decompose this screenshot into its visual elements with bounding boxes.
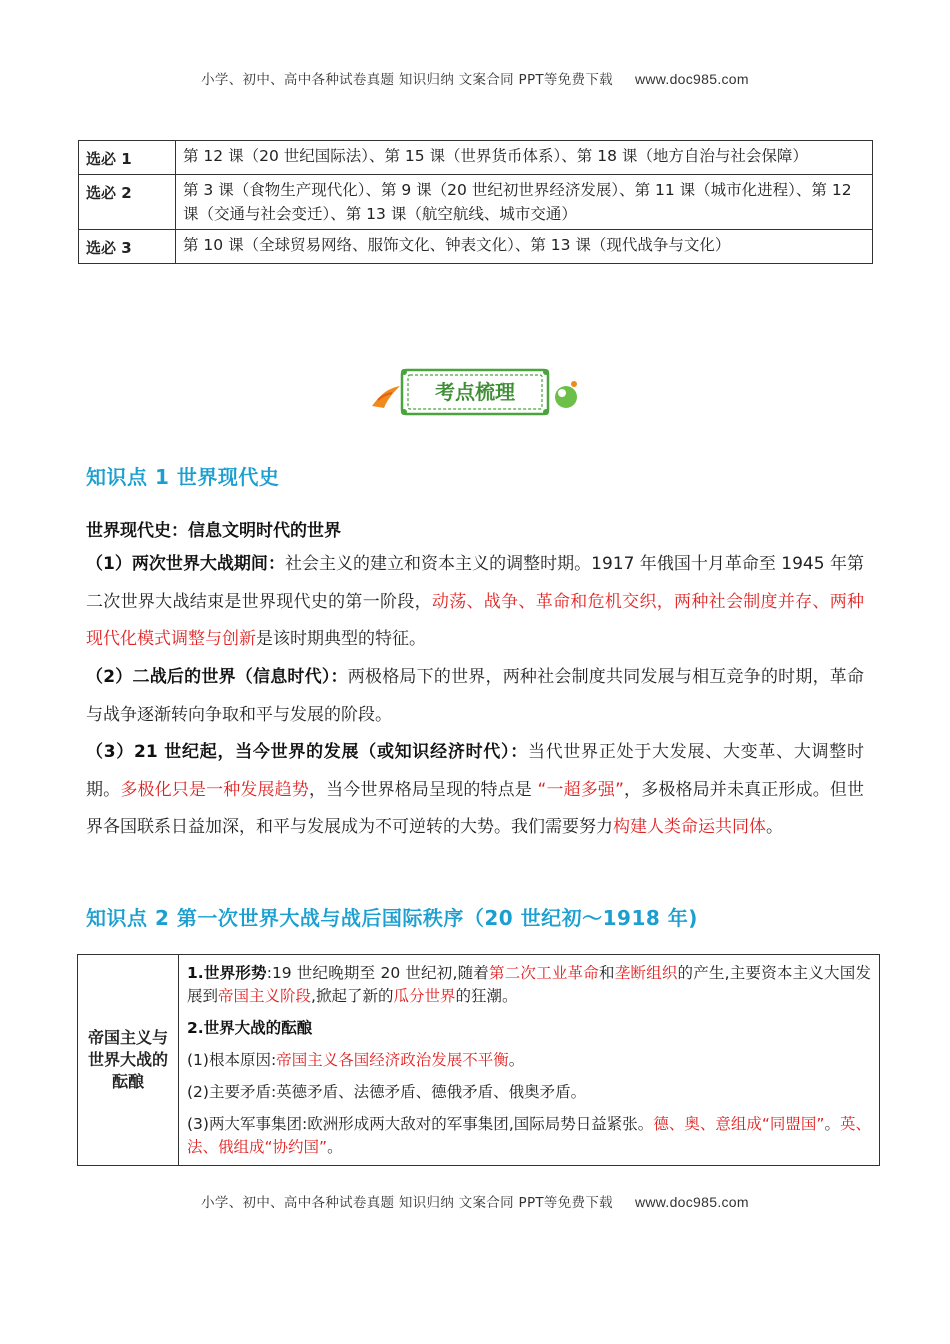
para-text: 是该时期典型的特征。 (256, 629, 426, 649)
line-text: 的狂潮。 (455, 987, 518, 1005)
row-content: 第 3 课（食物生产现代化）、第 9 课（20 世纪初世界经济发展）、第 11 课（城市化进程）、第 12 课（交通与社会变迁）、第 13 课（航空航线、城市交通） (176, 175, 873, 230)
row-content: 第 12 课（20 世纪国际法）、第 15 课（世界货币体系）、第 18 课（地方自治与社会保障） (176, 141, 873, 175)
para-text: ，多极格局并未真正形成。但世界各国联系日益加深，和平与发展成为不可逆转的大势。我们需要努力 (86, 779, 865, 837)
para-highlight: 多极化只是一种发展趋势 (120, 779, 309, 800)
knowledge-table (77, 954, 880, 1166)
para-text: ，当今世界格局呈现的特点是 (308, 779, 538, 800)
row-label: 选必 2 (79, 175, 176, 230)
paragraph-1 (86, 546, 864, 659)
footer-text: 小学、初中、高中各种试卷真题 知识归纳 文案合同 PPT等免费下载 (201, 1195, 613, 1211)
page-header (0, 68, 950, 88)
para-text: 当代世界正处于大发展、大变革、大调整时期。 (86, 742, 864, 800)
table-line: (2)主要矛盾:英德矛盾、法德矛盾、德俄矛盾、俄奥矛盾。 (187, 1083, 587, 1101)
table-line: 2.世界大战的酝酿 (187, 1019, 313, 1037)
kp2-title: 知识点 2 第一次世界大战与战后国际秩序（20 世纪初～1918 年) (86, 906, 698, 930)
table-row (79, 175, 873, 230)
leaf-icon (372, 386, 400, 408)
line-highlight: 帝国主义阶段 (218, 987, 312, 1005)
line-text: 的产生,主要资本主义大国发展到 (187, 964, 871, 1005)
line-text: 和 (598, 964, 615, 982)
row-label: 帝国主义与世界大战的酝酿 (78, 955, 179, 1166)
row-content (179, 955, 880, 1166)
kp1-title: 知识点 1 世界现代史 (86, 465, 280, 489)
line-highlight: 垄断组织 (614, 964, 678, 982)
section-banner (368, 362, 583, 422)
line-text: (1)根本原因: (187, 1051, 277, 1069)
line-lead: 1.世界形势 (187, 964, 267, 982)
paragraph-2 (86, 659, 864, 734)
kp1-subtitle: 世界现代史：信息文明时代的世界 (86, 521, 341, 541)
para-highlight: “一超多强” (537, 779, 624, 800)
table-line (187, 1113, 871, 1159)
footer-url[interactable]: www.doc985.com (634, 1194, 749, 1210)
line-text: 。 (824, 1115, 840, 1133)
table-line (187, 1049, 871, 1072)
para-lead: （1）两次世界大战期间： (86, 554, 285, 574)
table-row (78, 955, 880, 1166)
para-highlight: 动荡、战争、革命和危机交织，两种社会制度并存、两种现代化模式调整与创新 (86, 591, 865, 649)
line-highlight: 第二次工业革命 (489, 964, 599, 982)
line-text: ,掀起了新的 (311, 987, 394, 1005)
header-url[interactable]: www.doc985.com (634, 71, 749, 87)
para-highlight: 构建人类命运共同体 (613, 817, 766, 837)
line-text: (3)两大军事集团:欧洲形成两大敌对的军事集团,国际局势日益紧张。 (187, 1115, 654, 1133)
line-text: 。 (327, 1138, 343, 1156)
table-row (79, 230, 873, 264)
line-text: 。 (508, 1051, 525, 1069)
banner-text: 考点梳理 (435, 380, 515, 404)
para-text: 。 (766, 817, 783, 837)
para-lead: （2）二战后的世界（信息时代）： (86, 667, 348, 687)
para-lead: （3）21 世纪起，当今世界的发展（或知识经济时代）： (86, 742, 528, 762)
line-text: :19 世纪晚期至 20 世纪初,随着 (266, 964, 490, 982)
row-label: 选必 1 (79, 141, 176, 175)
ball-icon (555, 386, 577, 408)
line-highlight: 瓜分世界 (393, 987, 456, 1005)
line-highlight: 德、奥、意组成“同盟国” (653, 1115, 825, 1133)
line-highlight: 帝国主义各国经济政治发展不平衡 (276, 1051, 509, 1069)
header-text: 小学、初中、高中各种试卷真题 知识归纳 文案合同 PPT等免费下载 (201, 72, 613, 88)
course-table (78, 140, 873, 264)
para-text: 社会主义的建立和资本主义的调整时期。1917 年俄国十月革命至 1945 年第二次世界大战结束是世界现代史的第一阶段， (86, 554, 864, 612)
para-text: 两极格局下的世界，两种社会制度共同发展与相互竞争的时期，革命与战争逐渐转向争取和平与发展的阶段。 (86, 667, 865, 725)
paragraph-3 (86, 734, 864, 847)
table-row (79, 141, 873, 175)
row-content: 第 10 课（全球贸易网络、服饰文化、钟表文化）、第 13 课（现代战争与文化） (176, 230, 873, 264)
table-line (187, 962, 871, 1008)
row-label: 选必 3 (79, 230, 176, 264)
page-footer (0, 1191, 950, 1211)
line-highlight: 英、法、俄组成“协约国” (187, 1115, 871, 1156)
